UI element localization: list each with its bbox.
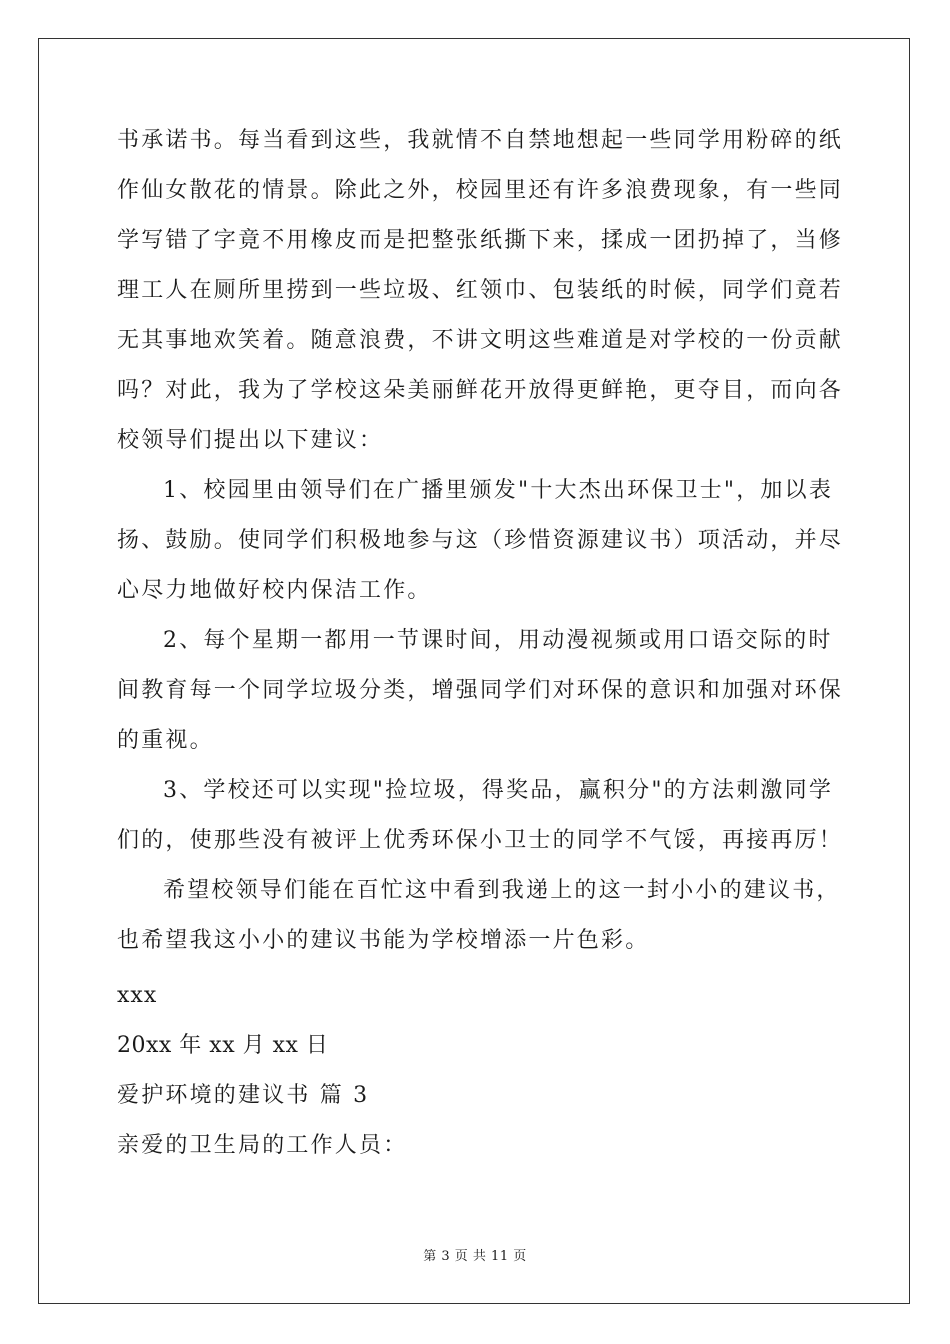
signature: xxx [117, 983, 158, 1008]
page-footer: 第 3 页 共 11 页 [423, 1249, 527, 1264]
text-line: 们的，使那些没有被评上优秀环保小卫士的同学不气馁，再接再厉！ [117, 828, 844, 853]
text-line: 2、每个星期一都用一节课时间，用动漫视频或用口语交际的时 [163, 628, 833, 653]
section-heading: 爱护环境的建议书 篇 3 [117, 1083, 370, 1108]
text-line: 也希望我这小小的建议书能为学校增添一片色彩。 [117, 928, 650, 953]
text-line: 希望校领导们能在百忙这中看到我递上的这一封小小的建议书， [163, 878, 841, 903]
date-line: 20xx 年 xx 月 xx 日 [117, 1033, 329, 1058]
text-line: 作仙女散花的情景。除此之外，校园里还有许多浪费现象，有一些同 [117, 178, 844, 203]
text-line: 无其事地欢笑着。随意浪费，不讲文明这些难道是对学校的一份贡献 [117, 328, 844, 353]
text-line: 间教育每一个同学垃圾分类，增强同学们对环保的意识和加强对环保 [117, 678, 844, 703]
text-line: 的重视。 [117, 728, 214, 753]
text-line: 理工人在厕所里捞到一些垃圾、红领巾、包装纸的时候，同学们竟若 [117, 278, 844, 303]
text-line: 3、学校还可以实现"捡垃圾，得奖品，赢积分"的方法刺激同学 [163, 778, 834, 803]
salutation: 亲爱的卫生局的工作人员： [117, 1133, 408, 1158]
text-line: 书承诺书。每当看到这些，我就情不自禁地想起一些同学用粉碎的纸 [117, 128, 844, 153]
text-line: 心尽力地做好校内保洁工作。 [117, 578, 432, 603]
text-line: 吗？对此，我为了学校这朵美丽鲜花开放得更鲜艳，更夺目，而向各 [117, 378, 844, 403]
text-line: 学写错了字竟不用橡皮而是把整张纸撕下来，揉成一团扔掉了，当修 [117, 228, 844, 253]
text-line: 扬、鼓励。使同学们积极地参与这（珍惜资源建议书）项活动，并尽 [117, 528, 844, 553]
text-line: 1、校园里由领导们在广播里颁发"十大杰出环保卫士"，加以表 [163, 478, 834, 503]
text-line: 校领导们提出以下建议： [117, 428, 384, 453]
